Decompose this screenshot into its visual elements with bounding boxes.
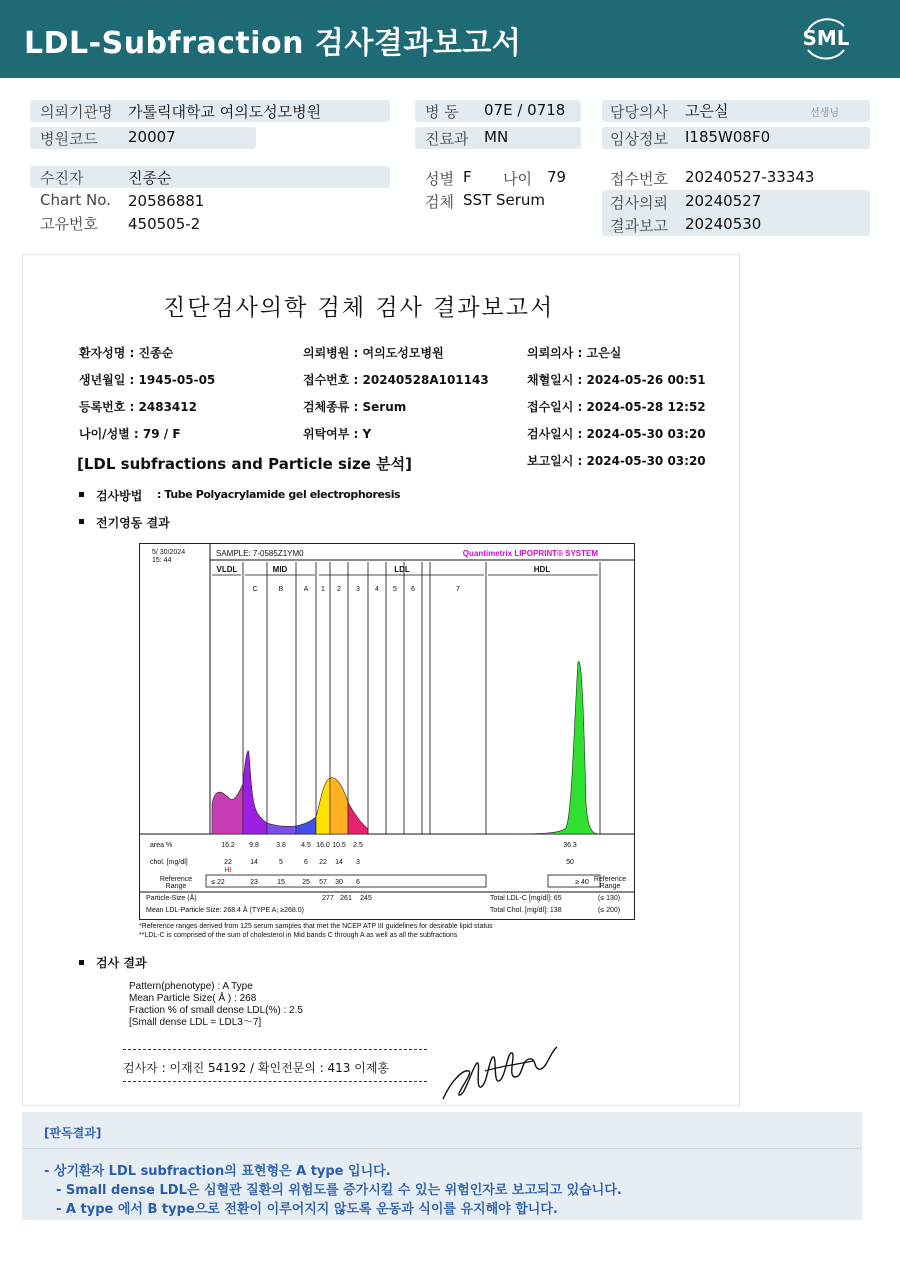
dept-value: MN: [484, 128, 509, 146]
received: 접수일시 : 2024-05-28 12:52: [527, 400, 706, 414]
chol-value: 14: [335, 859, 343, 866]
tested: 검사일시 : 2024-05-30 03:20: [527, 427, 706, 441]
outsourced: 위탁여부 : Y: [303, 427, 372, 441]
band-label: 6: [411, 586, 415, 593]
reg-no: 등록번호 : 2483412: [79, 400, 197, 414]
chol-value: 22: [319, 859, 327, 866]
reported-value: 20240530: [685, 215, 762, 233]
method-label: 검사방법: [96, 489, 143, 503]
chart-group-label: HDL: [533, 565, 551, 574]
chol-value: 22: [224, 859, 232, 866]
particle-value: 261: [340, 895, 352, 902]
result-line: [Small dense LDL = LDL3～7]: [129, 1017, 262, 1028]
report-document: [22, 254, 740, 1106]
vldl-area: [212, 784, 243, 834]
receipt-label: 접수번호: [610, 170, 668, 188]
uid-label: 고유번호: [40, 215, 98, 233]
section-heading: [LDL subfractions and Particle size 분석]: [77, 455, 413, 473]
verdict-divider: [22, 1148, 862, 1149]
ref-value: 57: [319, 879, 327, 886]
area-value: 16.2: [221, 842, 235, 849]
header-bar: [0, 0, 900, 78]
method-value: : Tube Polyacrylamide gel electrophoresis: [157, 488, 401, 501]
hospital-value: 가톨릭대학교 여의도성모병원: [128, 103, 322, 121]
chol-value: 14: [250, 859, 258, 866]
mid-c-area: [243, 751, 267, 834]
specimen-value: SST Serum: [463, 191, 546, 209]
total-ldl-ref: (≤ 130): [598, 895, 621, 902]
spec-type: 검체종류 : Serum: [303, 400, 407, 414]
report-title: 진단검사의학 검체 검사 결과보고서: [163, 295, 555, 321]
ref-value: 15: [277, 879, 285, 886]
area-value: 3.8: [276, 842, 286, 849]
sex-label: 성별: [425, 170, 454, 188]
result-line: Fraction % of small dense LDL(%) : 2.5: [129, 1005, 303, 1016]
verdict-line-1: - 상기환자 LDL subfraction의 표현형은 A type 입니다.: [44, 1164, 391, 1179]
footnote-2: **LDL-C is comprised of the sum of cholesterol in Mid bands C through A as well as all the subfractions: [139, 932, 458, 939]
age-label: 나이: [503, 170, 532, 188]
code-label: 병원코드: [40, 130, 98, 148]
patient-value: 진종순: [128, 169, 172, 187]
band-label: 3: [356, 586, 360, 593]
particle-label: Particle-Size (Å): [146, 895, 197, 902]
chol-value: 5: [279, 859, 283, 866]
bullet-icon: [79, 519, 84, 524]
area-row-label: area %: [150, 842, 173, 849]
sex-value: F: [463, 168, 472, 186]
reported-label: 결과보고: [610, 217, 668, 235]
ldl1-area: [316, 778, 330, 834]
doctor-suffix: 선생님: [810, 108, 839, 119]
total-chol-ref: (≤ 200): [598, 907, 621, 914]
area-value: 2.5: [353, 842, 363, 849]
signature-icon: [437, 1041, 561, 1105]
ldl2-area: [330, 778, 348, 834]
chol-row-label: chol. [mg/dl]: [150, 859, 188, 866]
clinical-value: I185W08F0: [685, 128, 771, 146]
ref-row-label-right: Range: [599, 883, 621, 890]
ref-box-hdl: [548, 875, 600, 887]
doctor-label: 담당의사: [610, 103, 668, 121]
result-block: [129, 981, 303, 1029]
chart-group-label: MID: [272, 565, 288, 574]
ref-value: 23: [250, 879, 258, 886]
area-value: 4.5: [301, 842, 311, 849]
patient-row-bg: [30, 166, 390, 188]
chart-brand: Quantimetrix LIPOPRINT® SYSTEM: [462, 549, 598, 558]
lipoprint-chart: [139, 543, 635, 920]
divider: [123, 1049, 427, 1050]
chart-group-label: LDL: [394, 565, 410, 574]
ldl3-area: [348, 802, 368, 834]
band-label: 2: [337, 586, 341, 593]
chart-group-label: VLDL: [216, 565, 238, 574]
patient-label: 수진자: [40, 169, 84, 187]
ref-box: [206, 875, 486, 887]
signer: 검사자 : 이재진 54192 / 확인전문의 : 413 이제홍: [123, 1061, 390, 1075]
sml-logo: SML: [798, 12, 854, 64]
clinical-label: 임상정보: [610, 130, 668, 148]
result-label: 검사 결과: [96, 956, 147, 970]
particle-value: 277: [322, 895, 334, 902]
chart-time: 15: 44: [152, 557, 172, 564]
band-label: B: [278, 586, 284, 593]
ref-row-label-right: Reference: [593, 876, 627, 883]
hospital-label: 의뢰기관명: [40, 103, 113, 121]
band-label: 7: [456, 586, 460, 593]
mid-a-area: [296, 817, 316, 834]
ref-value: 30: [335, 879, 343, 886]
uid-value: 450505-2: [128, 215, 201, 233]
ref-value: 25: [302, 879, 310, 886]
receipt-no: 접수번호 : 20240528A101143: [303, 373, 489, 387]
page-title: LDL-Subfraction 검사결과보고서: [24, 26, 522, 61]
doctor-value: 고은실: [685, 102, 729, 120]
ward-label: 병 동: [425, 103, 459, 121]
ward-value: 07E / 0718: [484, 101, 566, 119]
particle-value: 245: [360, 895, 372, 902]
ref-row-label: Reference: [159, 876, 193, 883]
band-label: 1: [321, 586, 325, 593]
specimen-label: 검체: [425, 193, 454, 211]
verdict-title: [판독결과]: [44, 1126, 102, 1140]
patient-name: 환자성명 : 진종순: [79, 346, 174, 360]
ref-value: ≤ 22: [211, 879, 225, 886]
req-hospital: 의뢰병원 : 여의도성모병원: [303, 346, 444, 360]
code-value: 20007: [128, 128, 176, 146]
band-label: 5: [393, 586, 397, 593]
verdict-line-2: - Small dense LDL은 심혈관 질환의 위험도를 증가시킬 수 있는 위험인자로 보고되고 있습니다.: [56, 1183, 622, 1198]
ref-value: ≥ 40: [575, 879, 589, 886]
mid-b-area: [267, 823, 296, 834]
receipt-value: 20240527-33343: [685, 168, 815, 186]
req-doctor: 의뢰의사 : 고은실: [527, 346, 622, 360]
band-label: 4: [375, 586, 379, 593]
footnote-1: *Reference ranges derived from 125 serum samples that met the NCEP ATP III guidelines for desirable lipid status: [139, 923, 493, 930]
ref-row-label: Range: [165, 883, 187, 890]
result-line: Pattern(phenotype) : A Type: [129, 981, 253, 992]
chol-value: 3: [356, 859, 360, 866]
age-sex: 나이/성별 : 79 / F: [79, 427, 181, 441]
result-line: Mean Particle Size( Å ) : 268: [129, 993, 257, 1004]
hi-flag: HI: [224, 867, 232, 874]
verdict-panel: [22, 1112, 862, 1220]
requested-label: 검사의뢰: [610, 194, 668, 212]
chol-value: 6: [304, 859, 308, 866]
electro-label: 전기영동 결과: [96, 516, 170, 530]
reported-time: 보고일시 : 2024-05-30 03:20: [527, 454, 706, 468]
bullet-icon: [79, 960, 84, 965]
chart-label: Chart No.: [40, 191, 111, 209]
band-label: A: [303, 586, 309, 593]
hdl-area: [486, 661, 600, 834]
chart-sample: SAMPLE: 7-0585Z1YM0: [216, 549, 304, 558]
dept-label: 진료과: [425, 130, 469, 148]
requested-value: 20240527: [685, 192, 762, 210]
band-label: C: [252, 586, 258, 593]
total-chol: Total Chol. [mg/dl]: 138: [490, 907, 562, 914]
dob: 생년월일 : 1945-05-05: [79, 373, 216, 387]
collected: 채혈일시 : 2024-05-26 00:51: [527, 373, 706, 387]
electrophoresis-plot: [140, 544, 634, 919]
mean-size: Mean LDL-Particle Size: 268.4 Å (TYPE A; ≥268.0): [146, 907, 304, 914]
chol-value: 50: [566, 859, 574, 866]
ref-value: 6: [356, 879, 360, 886]
bullet-icon: [79, 492, 84, 497]
divider: [123, 1081, 427, 1082]
verdict-line-3: - A type 에서 B type으로 전환이 이루어지지 않도록 운동과 식이를 유지해야 합니다.: [56, 1202, 558, 1217]
chart-value: 20586881: [128, 192, 205, 210]
area-value: 10.5: [332, 842, 346, 849]
area-value: 36.3: [563, 842, 577, 849]
total-ldl: Total LDL-C [mg/dl]: 65: [490, 895, 562, 902]
chart-date: 5/ 30/2024: [152, 549, 186, 556]
area-value: 9.8: [249, 842, 259, 849]
age-value: 79: [547, 168, 567, 186]
area-value: 16.0: [316, 842, 330, 849]
